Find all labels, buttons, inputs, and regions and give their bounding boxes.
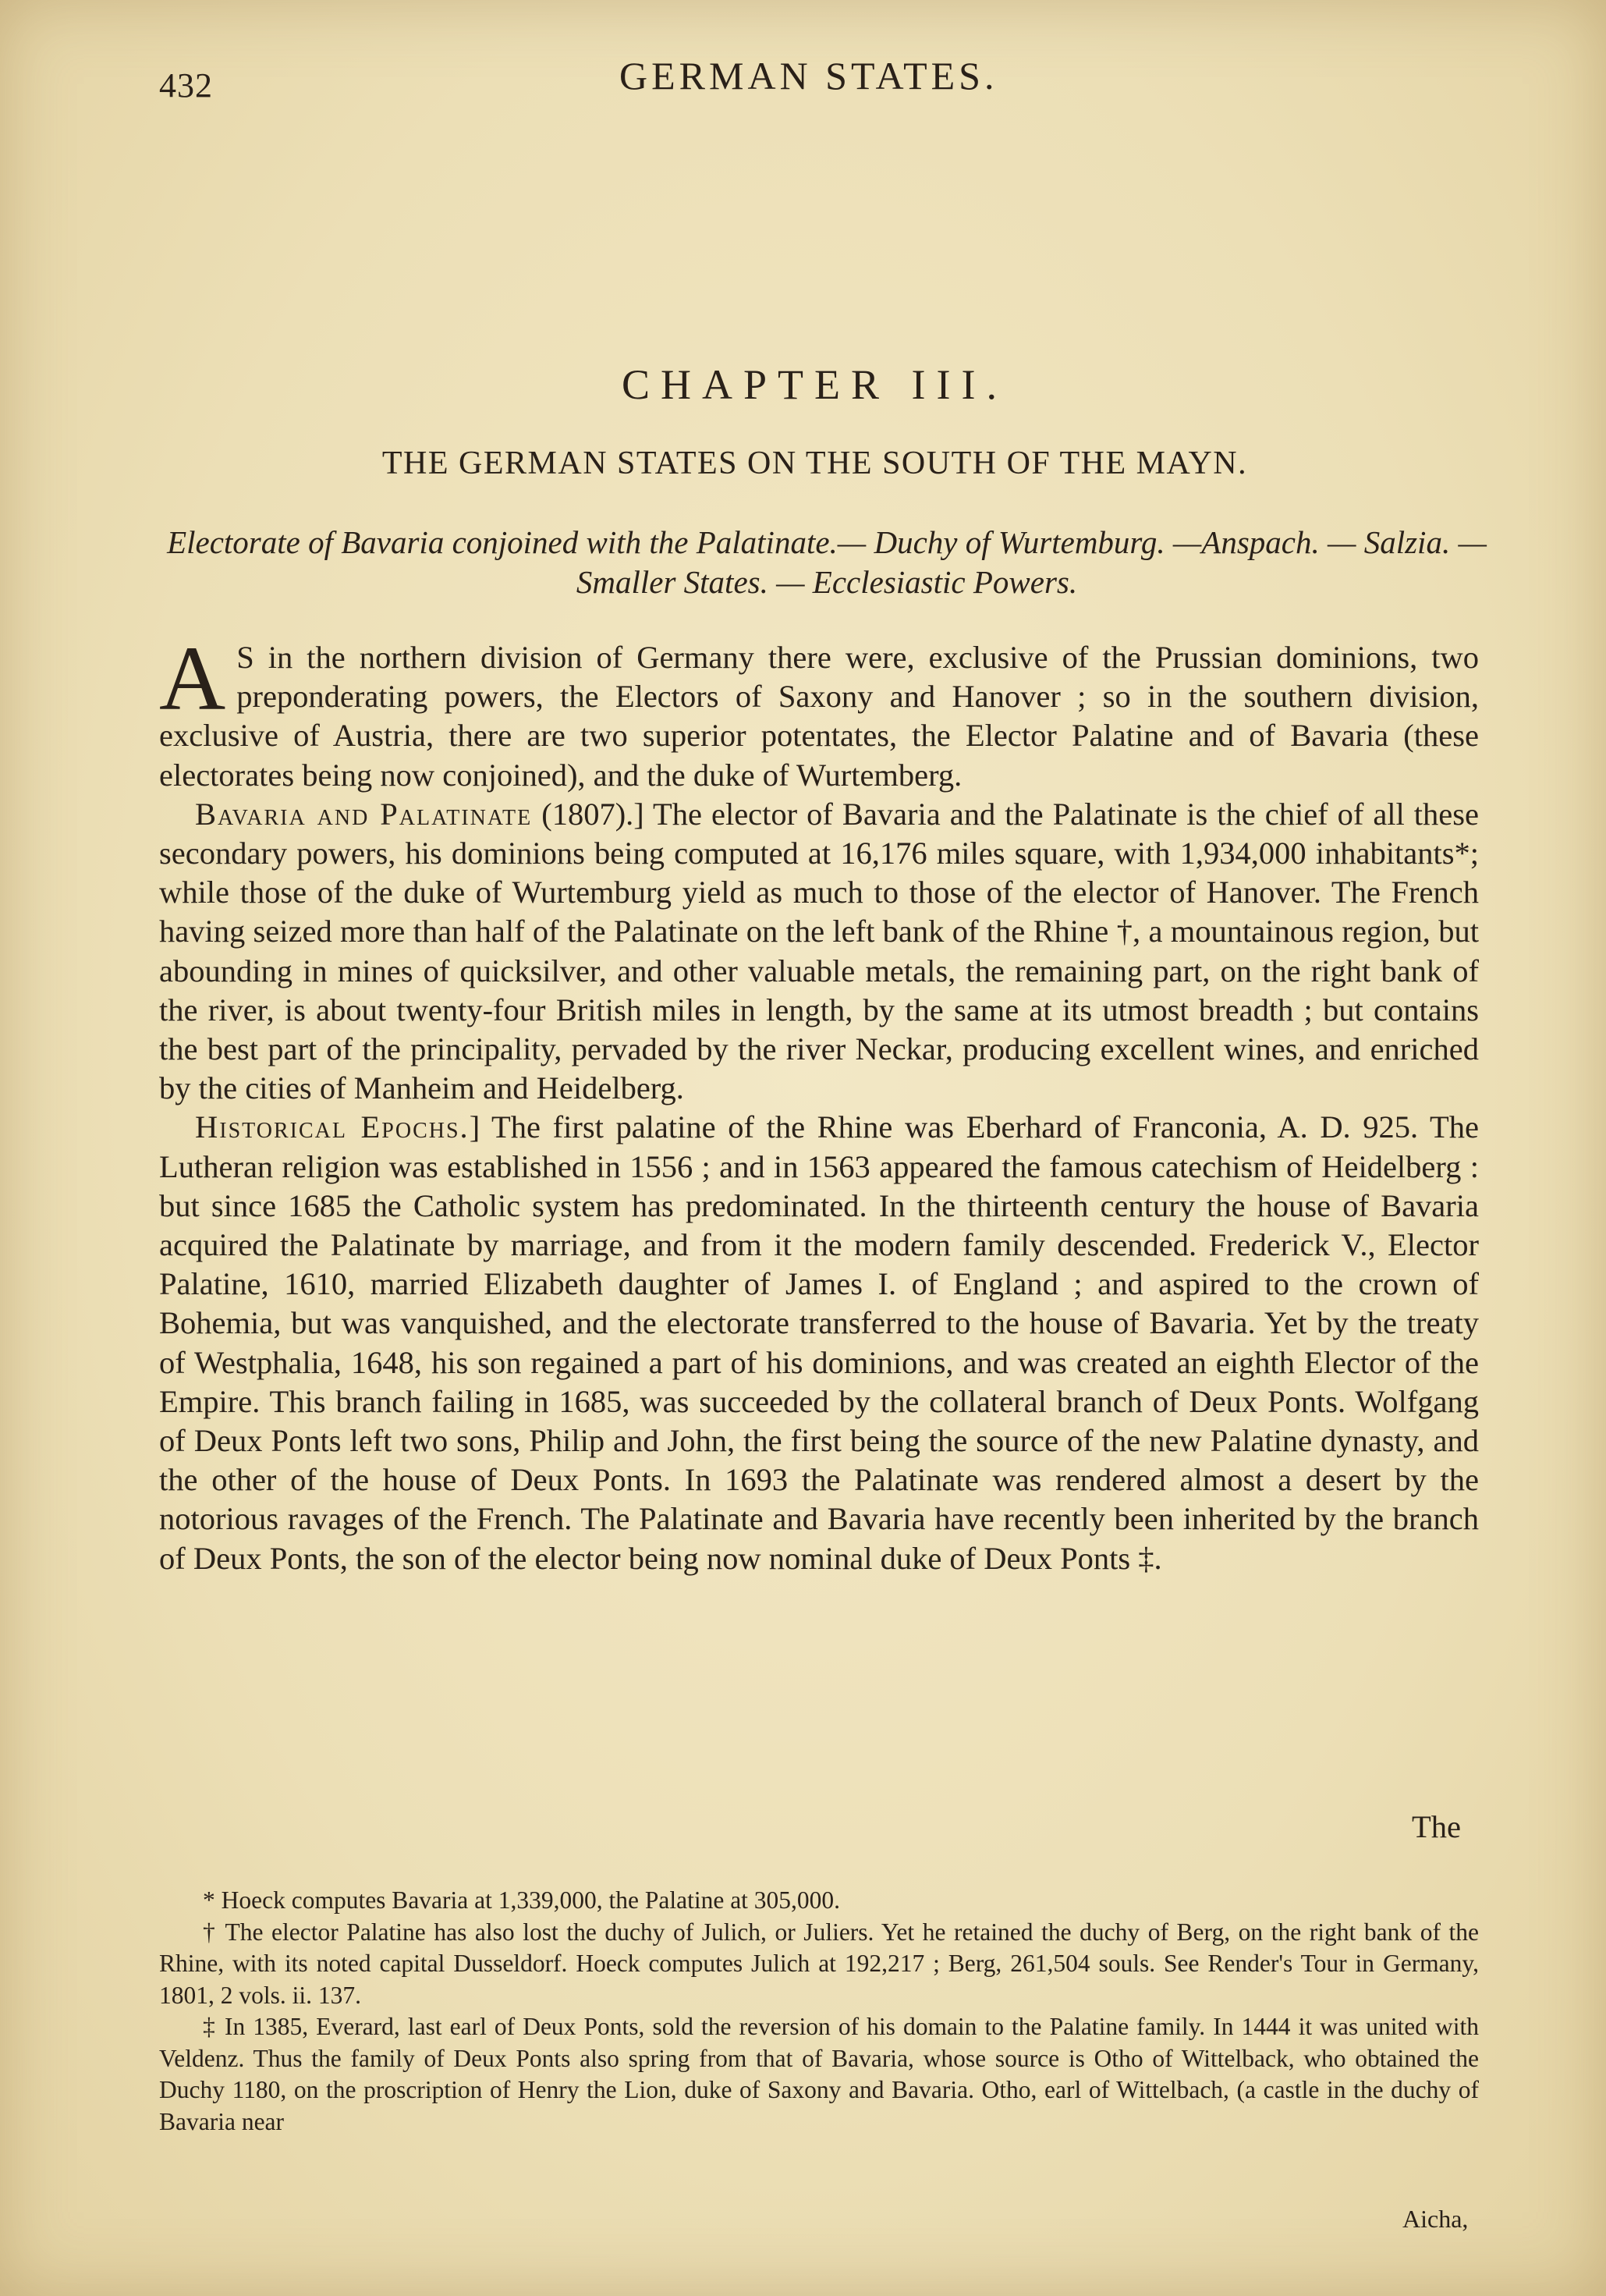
page-number: 432 — [159, 66, 213, 105]
catchword: The — [1412, 1809, 1461, 1844]
paragraph-epochs — [159, 1108, 1479, 1577]
footnote-3: ‡ In 1385, Everard, last earl of Deux Ponts, sold the reversion of his domain to the Palatine family. In 1444 it was united with Veldenz. Thus the family of Deux Ponts also spring from that of Bavaria, whose source is Otho of Wittelback, who obtained the Duchy 1180, on the proscription of Henry the Lion, duke of Saxony and Bavaria. Otho, earl of Wittelbach, (a castle in the duchy of Bavaria near — [159, 2013, 1479, 2135]
paragraph-intro — [159, 627, 1479, 795]
footnotes — [159, 1885, 1479, 2138]
section-heading-bavaria-suffix: (1807).] — [532, 796, 644, 832]
section-heading-bavaria: Bavaria and Palatinate — [195, 796, 533, 832]
running-head — [159, 53, 1485, 108]
paragraph-intro-text: S in the northern division of Germany there were, exclusive of the Prussian dominions, two preponderating powers, the Electors of Saxony and Hanover ; so in the southern division, exclusive of Austria, there are two superior potentates, the Elector Palatine and of Bavaria (these electorates being now conjoined), and the duke of Wurtemberg. — [159, 640, 1479, 793]
footnote-2: † The elector Palatine has also lost the duchy of Julich, or Juliers. Yet he retained the duchy of Berg, on the right bank of the Rhine, with its noted capital Dusseldorf. Hoeck computes Julich at 192,217 ; Berg, 261,504 souls. See Render's Tour in Germany, 1801, 2 vols. ii. 137. — [159, 1918, 1479, 2009]
section-heading-epochs: Historical Epochs. — [195, 1109, 470, 1145]
running-title: GERMAN STATES. — [619, 54, 998, 98]
section-heading-epochs-suffix: ] — [469, 1109, 480, 1145]
chapter-subtitle: THE GERMAN STATES ON THE SOUTH OF THE MAYN. — [381, 445, 1248, 481]
footnote-1: * Hoeck computes Bavaria at 1,339,000, the Palatine at 305,000. — [203, 1886, 841, 1914]
paragraph-bavaria-text: The elector of Bavaria and the Palatinate is the chief of all these secondary powers, his dominions being computed at 16,176 miles square, with 1,934,000 inhabitants*; while those of the duke of Wurtemburg yield as much to those of the elector of Hanover. The French having seized more than half of the Palatinate on the left bank of the Rhine †, a mountainous region, but abounding in mines of quicksilver, and other valuable metals, the remaining part, on the right bank of the river, is about twenty-four British miles in length, by the same at its utmost breadth ; but contains the best part of the principality, pervaded by the river Neckar, producing excellent wines, and enriched by the cities of Manheim and Heidelberg. — [159, 796, 1480, 1106]
chapter-summary: Electorate of Bavaria conjoined with the Palatinate.— Duchy of Wurtemburg. —Anspach. — Salzia. — Smaller States. — Ecclesiastic Powers. — [167, 524, 1487, 600]
body-text — [159, 627, 1480, 1578]
footnote-catchword: Aicha, — [1402, 2205, 1469, 2233]
paragraph-epochs-text: The first palatine of the Rhine was Eberhard of Franconia, A. D. 925. The Lutheran religion was established in 1556 ; and in 1563 appeared the famous catechism of Heidelberg : but since 1685 the Catholic system has predominated. In the thirteenth century the house of Bavaria acquired the Palatinate by marriage, and from it the modern family descended. Frederick V., Elector Palatine, 1610, married Elizabeth daughter of James I. of England ; and aspired to the crown of Bohemia, but was vanquished, and the electorate transferred to the house of Bavaria. Yet by the treaty of Westphalia, 1648, his son regained a part of his dominions, and was created an eighth Elector of the Empire. This branch failing in 1685, was succeeded by the collateral branch of Deux Ponts. Wolfgang of Deux Ponts left two sons, Philip and John, the first being the source of the new Palatine dynasty, and the other of the house of Deux Ponts. In 1693 the Palatinate was rendered almost a desert by the notorious ravages of the French. The Palatinate and Bavaria have recently been inherited by the branch of Deux Ponts, the son of the elector being now nominal duke of Deux Ponts ‡. — [159, 1109, 1479, 1576]
chapter-title: CHAPTER III. — [622, 361, 1008, 408]
drop-cap: A — [159, 627, 226, 729]
paragraph-bavaria — [159, 795, 1479, 1109]
